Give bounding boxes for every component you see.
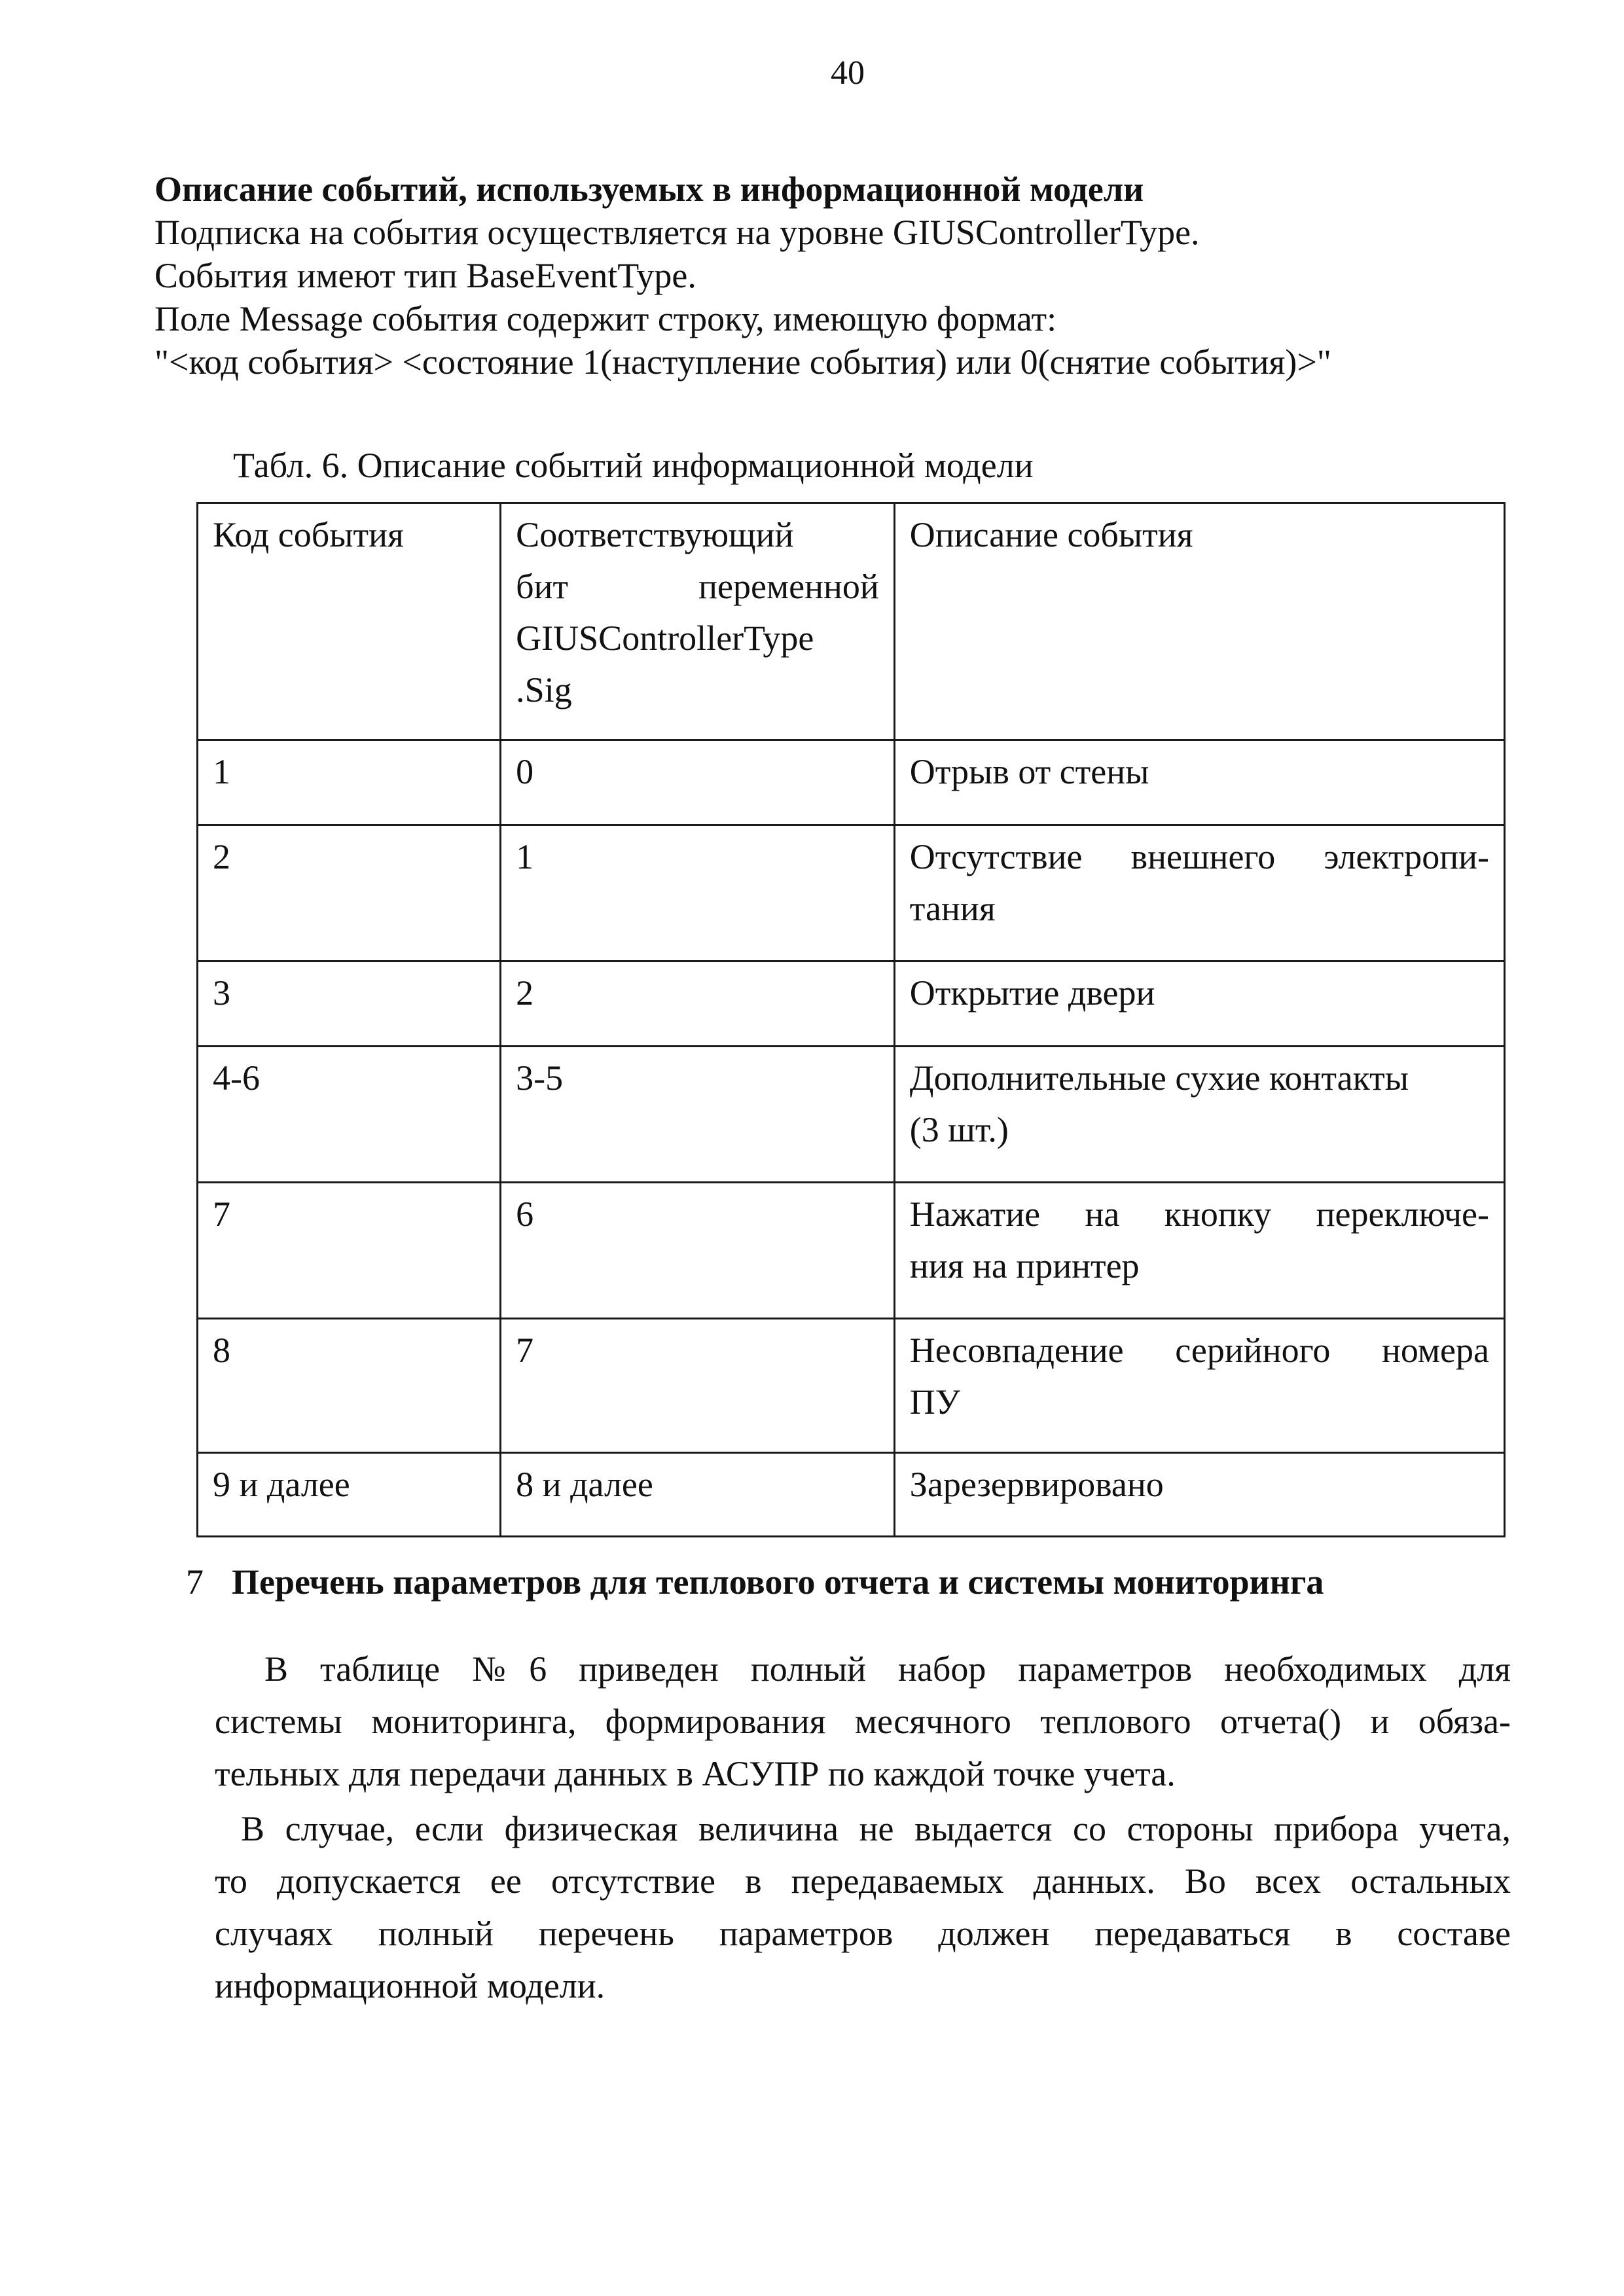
event-code: 2 (198, 825, 501, 961)
event-description (894, 1047, 1504, 1183)
table-caption: Табл. 6. Описание событий информационной модели (233, 446, 1034, 485)
header-description: Описание события (894, 503, 1504, 740)
table-header-row (198, 503, 1505, 740)
event-description (894, 1319, 1504, 1453)
event-description (894, 1183, 1504, 1319)
paragraph-monitoring (215, 1643, 1511, 1800)
table-row (198, 961, 1505, 1047)
events-heading: Описание событий, используемых в информационной модели (154, 170, 1144, 209)
event-description (894, 825, 1504, 961)
section-heading (186, 1560, 1324, 1604)
intro-line: События имеют тип BaseEventType. (154, 256, 696, 295)
description-line: Открытие двери (909, 973, 1155, 1013)
table-row (198, 825, 1505, 961)
section-number: 7 (186, 1562, 204, 1602)
intro-line: Поле Message события содержит строку, имеющую формат: (154, 299, 1057, 338)
table-row (198, 1183, 1505, 1319)
event-code: 9 и далее (198, 1453, 501, 1537)
description-line: (3 шт.) (909, 1110, 1009, 1149)
event-code: 1 (198, 740, 501, 825)
paragraph-line: В случае, если физическая величина не выдается со стороны прибора учета, (241, 1809, 1511, 1848)
header-bit-line: .Sig (516, 670, 572, 709)
description-line: Нажатие на кнопку переключе- (909, 1194, 1489, 1234)
event-bit: 2 (501, 961, 895, 1047)
description-line: Зарезервировано (909, 1465, 1164, 1504)
event-code: 3 (198, 961, 501, 1047)
paragraph-line: тельных для передачи данных в АСУПР по каждой точке учета. (215, 1754, 1176, 1793)
table-row (198, 740, 1505, 825)
event-description (894, 1453, 1504, 1537)
header-code: Код события (198, 503, 501, 740)
paragraph-line: информационной модели. (215, 1966, 605, 2005)
paragraph-missing-values (215, 1803, 1511, 2012)
header-bit-line: бит переменной (516, 567, 879, 606)
event-bit: 0 (501, 740, 895, 825)
description-line: тания (909, 889, 996, 928)
events-intro (154, 168, 1529, 384)
table-row (198, 1319, 1505, 1453)
header-bit-line: Соответствующий (516, 515, 794, 554)
paragraph-line: В таблице №6 приведен полный набор параметров необходимых для (264, 1649, 1511, 1689)
description-line: Дополнительные сухие контакты (909, 1058, 1409, 1098)
description-line: Отрыв от стены (909, 752, 1149, 791)
section-title: Перечень параметров для теплового отчета и системы мониторинга (232, 1562, 1324, 1602)
event-bit: 6 (501, 1183, 895, 1319)
table-row (198, 1453, 1505, 1537)
event-code: 4-6 (198, 1047, 501, 1183)
description-line: ПУ (909, 1382, 961, 1422)
event-bit: 1 (501, 825, 895, 961)
page-number: 40 (831, 54, 865, 92)
intro-line: Подписка на события осуществляется на уровне GIUSControllerType. (154, 213, 1200, 252)
description-line: Несовпадение серийного номера (909, 1331, 1489, 1370)
paragraph-line: системы мониторинга, формирования месячного теплового отчета() и обяза- (215, 1702, 1511, 1741)
events-table (196, 502, 1506, 1537)
paragraph-line: случаях полный перечень параметров должен передаваться в составе (215, 1914, 1511, 1953)
table-row (198, 1047, 1505, 1183)
event-description (894, 740, 1504, 825)
description-line: ния на принтер (909, 1246, 1140, 1285)
paragraph-line: то допускается ее отсутствие в передаваемых данных. Во всех остальных (215, 1861, 1511, 1901)
header-bit (501, 503, 895, 740)
event-bit: 8 и далее (501, 1453, 895, 1537)
event-code: 7 (198, 1183, 501, 1319)
event-code: 8 (198, 1319, 501, 1453)
event-bit: 3-5 (501, 1047, 895, 1183)
description-line: Отсутствие внешнего электропи- (909, 837, 1489, 876)
intro-line: "<код события> <состояние 1(наступление события) или 0(снятие события)>" (154, 342, 1331, 382)
header-bit-line: GIUSControllerType (516, 619, 814, 658)
event-description (894, 961, 1504, 1047)
event-bit: 7 (501, 1319, 895, 1453)
